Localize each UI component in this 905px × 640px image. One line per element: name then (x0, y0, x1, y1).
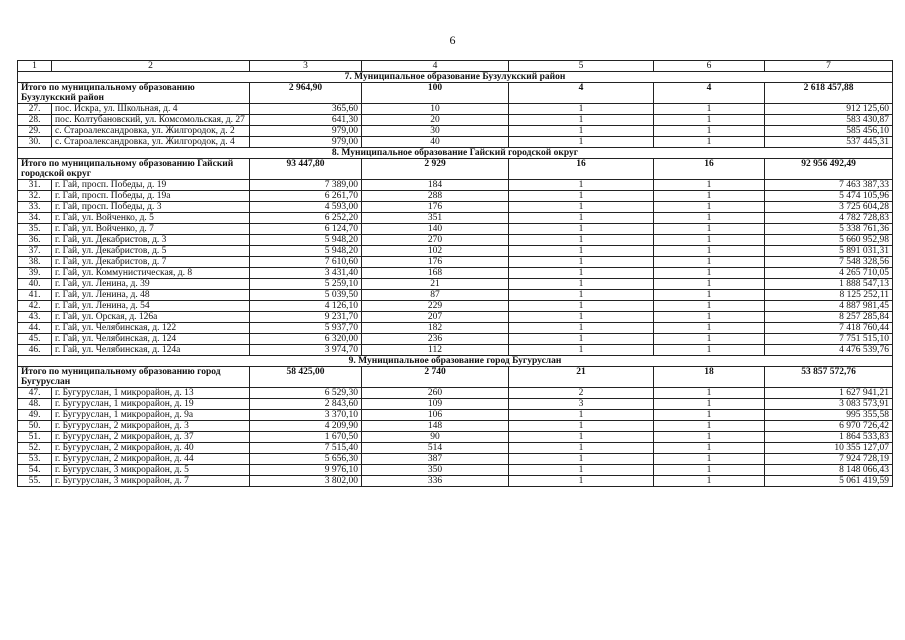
table-row (18, 115, 893, 126)
col6-cell: 1 (654, 454, 765, 465)
row-number: 50. (18, 421, 52, 432)
table-row (18, 137, 893, 148)
col5-cell: 1 (509, 301, 654, 312)
cost-cell: 5 660 952,98 (765, 235, 893, 246)
address-cell: г. Гай, ул. Челябинская, д. 122 (52, 323, 250, 334)
area-cell: 5 656,30 (250, 454, 362, 465)
col6-cell: 1 (654, 312, 765, 323)
table-row (18, 235, 893, 246)
row-number: 31. (18, 180, 52, 191)
area-cell: 6 261,70 (250, 191, 362, 202)
col6-cell: 1 (654, 202, 765, 213)
address-cell: г. Бугуруслан, 2 микрорайон, д. 37 (52, 432, 250, 443)
row-number: 45. (18, 334, 52, 345)
cost-cell: 5 474 105,96 (765, 191, 893, 202)
area-cell: 5 948,20 (250, 235, 362, 246)
cost-cell: 7 418 760,44 (765, 323, 893, 334)
cost-cell: 5 891 031,31 (765, 246, 893, 257)
table-row (18, 323, 893, 334)
row-number: 52. (18, 443, 52, 454)
area-cell: 979,00 (250, 126, 362, 137)
address-cell: г. Гай, ул. Войченко, д. 5 (52, 213, 250, 224)
col5-cell: 2 (509, 388, 654, 399)
people-cell: 168 (362, 268, 509, 279)
col6-cell: 1 (654, 465, 765, 476)
table-row (18, 443, 893, 454)
area-cell: 7 610,60 (250, 257, 362, 268)
cost-cell: 4 476 539,76 (765, 345, 893, 356)
col5-cell: 1 (509, 443, 654, 454)
col6-cell: 1 (654, 268, 765, 279)
area-cell: 3 974,70 (250, 345, 362, 356)
cost-cell: 912 125,60 (765, 104, 893, 115)
col5-cell: 1 (509, 323, 654, 334)
row-number: 43. (18, 312, 52, 323)
col5-cell: 1 (509, 312, 654, 323)
area-cell: 7 389,00 (250, 180, 362, 191)
cost-cell: 8 257 285,84 (765, 312, 893, 323)
area-cell: 5 039,50 (250, 290, 362, 301)
total-col6: 18 (654, 367, 765, 388)
data-table (17, 60, 893, 487)
section-title: 7. Муниципальное образование Бузулукский район (18, 72, 893, 83)
col5-cell: 1 (509, 334, 654, 345)
table-row (18, 476, 893, 487)
col6-cell: 1 (654, 279, 765, 290)
col5-cell: 1 (509, 126, 654, 137)
total-cost: 92 956 492,49 (765, 159, 893, 180)
people-cell: 106 (362, 410, 509, 421)
col5-cell: 1 (509, 246, 654, 257)
people-cell: 176 (362, 257, 509, 268)
row-number: 54. (18, 465, 52, 476)
table-row (18, 290, 893, 301)
table-row (18, 301, 893, 312)
area-cell: 4 126,10 (250, 301, 362, 312)
people-cell: 182 (362, 323, 509, 334)
cost-cell: 8 125 252,11 (765, 290, 893, 301)
area-cell: 3 431,40 (250, 268, 362, 279)
address-cell: с. Староалександровка, ул. Жилгородок, д. 4 (52, 137, 250, 148)
total-people: 100 (362, 83, 509, 104)
row-number: 38. (18, 257, 52, 268)
people-cell: 207 (362, 312, 509, 323)
area-cell: 4 593,00 (250, 202, 362, 213)
total-col6: 16 (654, 159, 765, 180)
table-row (18, 191, 893, 202)
total-row (18, 367, 893, 388)
row-number: 47. (18, 388, 52, 399)
table-row (18, 454, 893, 465)
header-cell: 5 (509, 61, 654, 72)
col5-cell: 1 (509, 476, 654, 487)
row-number: 48. (18, 399, 52, 410)
people-cell: 236 (362, 334, 509, 345)
col6-cell: 1 (654, 126, 765, 137)
address-cell: г. Бугуруслан, 3 микрорайон, д. 5 (52, 465, 250, 476)
area-cell: 3 802,00 (250, 476, 362, 487)
col5-cell: 1 (509, 235, 654, 246)
people-cell: 514 (362, 443, 509, 454)
header-cell: 6 (654, 61, 765, 72)
table-row (18, 224, 893, 235)
row-number: 30. (18, 137, 52, 148)
address-cell: г. Гай, ул. Войченко, д. 7 (52, 224, 250, 235)
address-cell: г. Гай, просп. Победы, д. 3 (52, 202, 250, 213)
address-cell: г. Гай, ул. Декабристов, д. 5 (52, 246, 250, 257)
people-cell: 260 (362, 388, 509, 399)
row-number: 36. (18, 235, 52, 246)
total-col5: 16 (509, 159, 654, 180)
cost-cell: 7 924 728,19 (765, 454, 893, 465)
total-area: 58 425,00 (250, 367, 362, 388)
area-cell: 2 843,60 (250, 399, 362, 410)
cost-cell: 7 751 515,10 (765, 334, 893, 345)
col5-cell: 1 (509, 224, 654, 235)
area-cell: 6 529,30 (250, 388, 362, 399)
col6-cell: 1 (654, 235, 765, 246)
col6-cell: 1 (654, 301, 765, 312)
col5-cell: 1 (509, 104, 654, 115)
area-cell: 365,60 (250, 104, 362, 115)
address-cell: г. Бугуруслан, 3 микрорайон, д. 7 (52, 476, 250, 487)
address-cell: г. Бугуруслан, 2 микрорайон, д. 3 (52, 421, 250, 432)
area-cell: 6 252,20 (250, 213, 362, 224)
address-cell: пос. Искра, ул. Школьная, д. 4 (52, 104, 250, 115)
header-cell: 2 (52, 61, 250, 72)
area-cell: 1 670,50 (250, 432, 362, 443)
people-cell: 148 (362, 421, 509, 432)
total-label: Итого по муниципальному образованию Бузулукский район (18, 83, 250, 104)
table-row (18, 399, 893, 410)
col5-cell: 3 (509, 399, 654, 410)
total-people: 2 740 (362, 367, 509, 388)
cost-cell: 1 864 533,83 (765, 432, 893, 443)
row-number: 41. (18, 290, 52, 301)
col6-cell: 1 (654, 290, 765, 301)
address-cell: г. Бугуруслан, 2 микрорайон, д. 40 (52, 443, 250, 454)
col6-cell: 1 (654, 421, 765, 432)
row-number: 53. (18, 454, 52, 465)
row-number: 37. (18, 246, 52, 257)
section-title-row (18, 356, 893, 367)
address-cell: г. Гай, ул. Ленина, д. 48 (52, 290, 250, 301)
col5-cell: 1 (509, 257, 654, 268)
people-cell: 109 (362, 399, 509, 410)
col6-cell: 1 (654, 180, 765, 191)
table-row (18, 388, 893, 399)
col6-cell: 1 (654, 399, 765, 410)
row-number: 33. (18, 202, 52, 213)
total-row (18, 83, 893, 104)
total-label: Итого по муниципальному образованию Гайский городской округ (18, 159, 250, 180)
cost-cell: 7 463 387,33 (765, 180, 893, 191)
cost-cell: 583 430,87 (765, 115, 893, 126)
address-cell: г. Гай, ул. Ленина, д. 39 (52, 279, 250, 290)
row-number: 46. (18, 345, 52, 356)
col6-cell: 1 (654, 476, 765, 487)
cost-cell: 995 355,58 (765, 410, 893, 421)
col6-cell: 1 (654, 137, 765, 148)
cost-cell: 6 970 726,42 (765, 421, 893, 432)
cost-cell: 537 445,31 (765, 137, 893, 148)
table-row (18, 410, 893, 421)
row-number: 34. (18, 213, 52, 224)
table-row (18, 312, 893, 323)
col5-cell: 1 (509, 180, 654, 191)
address-cell: г. Бугуруслан, 2 микрорайон, д. 44 (52, 454, 250, 465)
cost-cell: 3 083 573,91 (765, 399, 893, 410)
people-cell: 90 (362, 432, 509, 443)
row-number: 42. (18, 301, 52, 312)
people-cell: 270 (362, 235, 509, 246)
col6-cell: 1 (654, 115, 765, 126)
area-cell: 5 259,10 (250, 279, 362, 290)
col6-cell: 1 (654, 224, 765, 235)
address-cell: г. Гай, просп. Победы, д. 19а (52, 191, 250, 202)
col5-cell: 1 (509, 279, 654, 290)
table-row (18, 180, 893, 191)
area-cell: 6 320,00 (250, 334, 362, 345)
total-people: 2 929 (362, 159, 509, 180)
col6-cell: 1 (654, 432, 765, 443)
row-number: 49. (18, 410, 52, 421)
header-cell: 7 (765, 61, 893, 72)
section-title: 9. Муниципальное образование город Бугуруслан (18, 356, 893, 367)
row-number: 32. (18, 191, 52, 202)
people-cell: 40 (362, 137, 509, 148)
col6-cell: 1 (654, 323, 765, 334)
table-row (18, 246, 893, 257)
people-cell: 387 (362, 454, 509, 465)
address-cell: г. Бугуруслан, 1 микрорайон, д. 13 (52, 388, 250, 399)
col5-cell: 1 (509, 290, 654, 301)
address-cell: пос. Колтубановский, ул. Комсомольская, д. 27 (52, 115, 250, 126)
people-cell: 176 (362, 202, 509, 213)
col6-cell: 1 (654, 443, 765, 454)
cost-cell: 5 061 419,59 (765, 476, 893, 487)
table-row (18, 126, 893, 137)
col5-cell: 1 (509, 268, 654, 279)
total-label: Итого по муниципальному образованию город Бугуруслан (18, 367, 250, 388)
col5-cell: 1 (509, 202, 654, 213)
col5-cell: 1 (509, 115, 654, 126)
area-cell: 9 976,10 (250, 465, 362, 476)
people-cell: 20 (362, 115, 509, 126)
col5-cell: 1 (509, 432, 654, 443)
table-body (18, 61, 893, 487)
address-cell: с. Староалександровка, ул. Жилгородок, д. 2 (52, 126, 250, 137)
cost-cell: 4 265 710,05 (765, 268, 893, 279)
col6-cell: 1 (654, 246, 765, 257)
table-row (18, 279, 893, 290)
area-cell: 6 124,70 (250, 224, 362, 235)
table-row (18, 432, 893, 443)
people-cell: 336 (362, 476, 509, 487)
address-cell: г. Гай, просп. Победы, д. 19 (52, 180, 250, 191)
people-cell: 10 (362, 104, 509, 115)
table-row (18, 104, 893, 115)
col5-cell: 1 (509, 454, 654, 465)
row-number: 28. (18, 115, 52, 126)
total-area: 93 447,80 (250, 159, 362, 180)
cost-cell: 4 887 981,45 (765, 301, 893, 312)
col5-cell: 1 (509, 345, 654, 356)
address-cell: г. Гай, ул. Коммунистическая, д. 8 (52, 268, 250, 279)
cost-cell: 7 548 328,56 (765, 257, 893, 268)
col5-cell: 1 (509, 421, 654, 432)
total-col5: 4 (509, 83, 654, 104)
row-number: 55. (18, 476, 52, 487)
address-cell: г. Гай, ул. Декабристов, д. 7 (52, 257, 250, 268)
header-cell: 4 (362, 61, 509, 72)
people-cell: 351 (362, 213, 509, 224)
cost-cell: 1 888 547,13 (765, 279, 893, 290)
area-cell: 4 209,90 (250, 421, 362, 432)
header-cell: 1 (18, 61, 52, 72)
cost-cell: 5 338 761,36 (765, 224, 893, 235)
total-cost: 53 857 572,76 (765, 367, 893, 388)
col5-cell: 1 (509, 191, 654, 202)
table-row (18, 257, 893, 268)
table-row (18, 202, 893, 213)
address-cell: г. Бугуруслан, 1 микрорайон, д. 9а (52, 410, 250, 421)
people-cell: 112 (362, 345, 509, 356)
col6-cell: 1 (654, 257, 765, 268)
col6-cell: 1 (654, 191, 765, 202)
cost-cell: 10 355 127,07 (765, 443, 893, 454)
total-row (18, 159, 893, 180)
table-row (18, 268, 893, 279)
address-cell: г. Гай, ул. Челябинская, д. 124 (52, 334, 250, 345)
total-cost: 2 618 457,88 (765, 83, 893, 104)
people-cell: 21 (362, 279, 509, 290)
col6-cell: 1 (654, 345, 765, 356)
address-cell: г. Гай, ул. Ленина, д. 54 (52, 301, 250, 312)
table-row (18, 345, 893, 356)
area-cell: 7 515,40 (250, 443, 362, 454)
address-cell: г. Гай, ул. Челябинская, д. 124а (52, 345, 250, 356)
people-cell: 350 (362, 465, 509, 476)
people-cell: 229 (362, 301, 509, 312)
row-number: 51. (18, 432, 52, 443)
people-cell: 87 (362, 290, 509, 301)
col6-cell: 1 (654, 334, 765, 345)
row-number: 27. (18, 104, 52, 115)
row-number: 39. (18, 268, 52, 279)
table-row (18, 421, 893, 432)
row-number: 44. (18, 323, 52, 334)
people-cell: 288 (362, 191, 509, 202)
page-number: 6 (449, 33, 456, 47)
col6-cell: 1 (654, 104, 765, 115)
people-cell: 140 (362, 224, 509, 235)
row-number: 35. (18, 224, 52, 235)
total-area: 2 964,90 (250, 83, 362, 104)
people-cell: 30 (362, 126, 509, 137)
cost-cell: 4 782 728,83 (765, 213, 893, 224)
table-row (18, 213, 893, 224)
address-cell: г. Гай, ул. Декабристов, д. 3 (52, 235, 250, 246)
col5-cell: 1 (509, 137, 654, 148)
area-cell: 641,30 (250, 115, 362, 126)
col6-cell: 1 (654, 213, 765, 224)
area-cell: 5 948,20 (250, 246, 362, 257)
section-title-row (18, 148, 893, 159)
header-row (18, 61, 893, 72)
header-cell: 3 (250, 61, 362, 72)
cost-cell: 8 148 066,43 (765, 465, 893, 476)
row-number: 29. (18, 126, 52, 137)
col6-cell: 1 (654, 410, 765, 421)
table-row (18, 465, 893, 476)
total-col5: 21 (509, 367, 654, 388)
total-col6: 4 (654, 83, 765, 104)
cost-cell: 1 627 941,21 (765, 388, 893, 399)
table-row (18, 334, 893, 345)
area-cell: 9 231,70 (250, 312, 362, 323)
cost-cell: 3 725 604,28 (765, 202, 893, 213)
row-number: 40. (18, 279, 52, 290)
section-title-row (18, 72, 893, 83)
col5-cell: 1 (509, 410, 654, 421)
area-cell: 3 370,10 (250, 410, 362, 421)
cost-cell: 585 456,10 (765, 126, 893, 137)
section-title: 8. Муниципальное образование Гайский городской округ (18, 148, 893, 159)
col5-cell: 1 (509, 465, 654, 476)
address-cell: г. Гай, ул. Орская, д. 126а (52, 312, 250, 323)
area-cell: 5 937,70 (250, 323, 362, 334)
area-cell: 979,00 (250, 137, 362, 148)
people-cell: 184 (362, 180, 509, 191)
col6-cell: 1 (654, 388, 765, 399)
col5-cell: 1 (509, 213, 654, 224)
people-cell: 102 (362, 246, 509, 257)
address-cell: г. Бугуруслан, 1 микрорайон, д. 19 (52, 399, 250, 410)
